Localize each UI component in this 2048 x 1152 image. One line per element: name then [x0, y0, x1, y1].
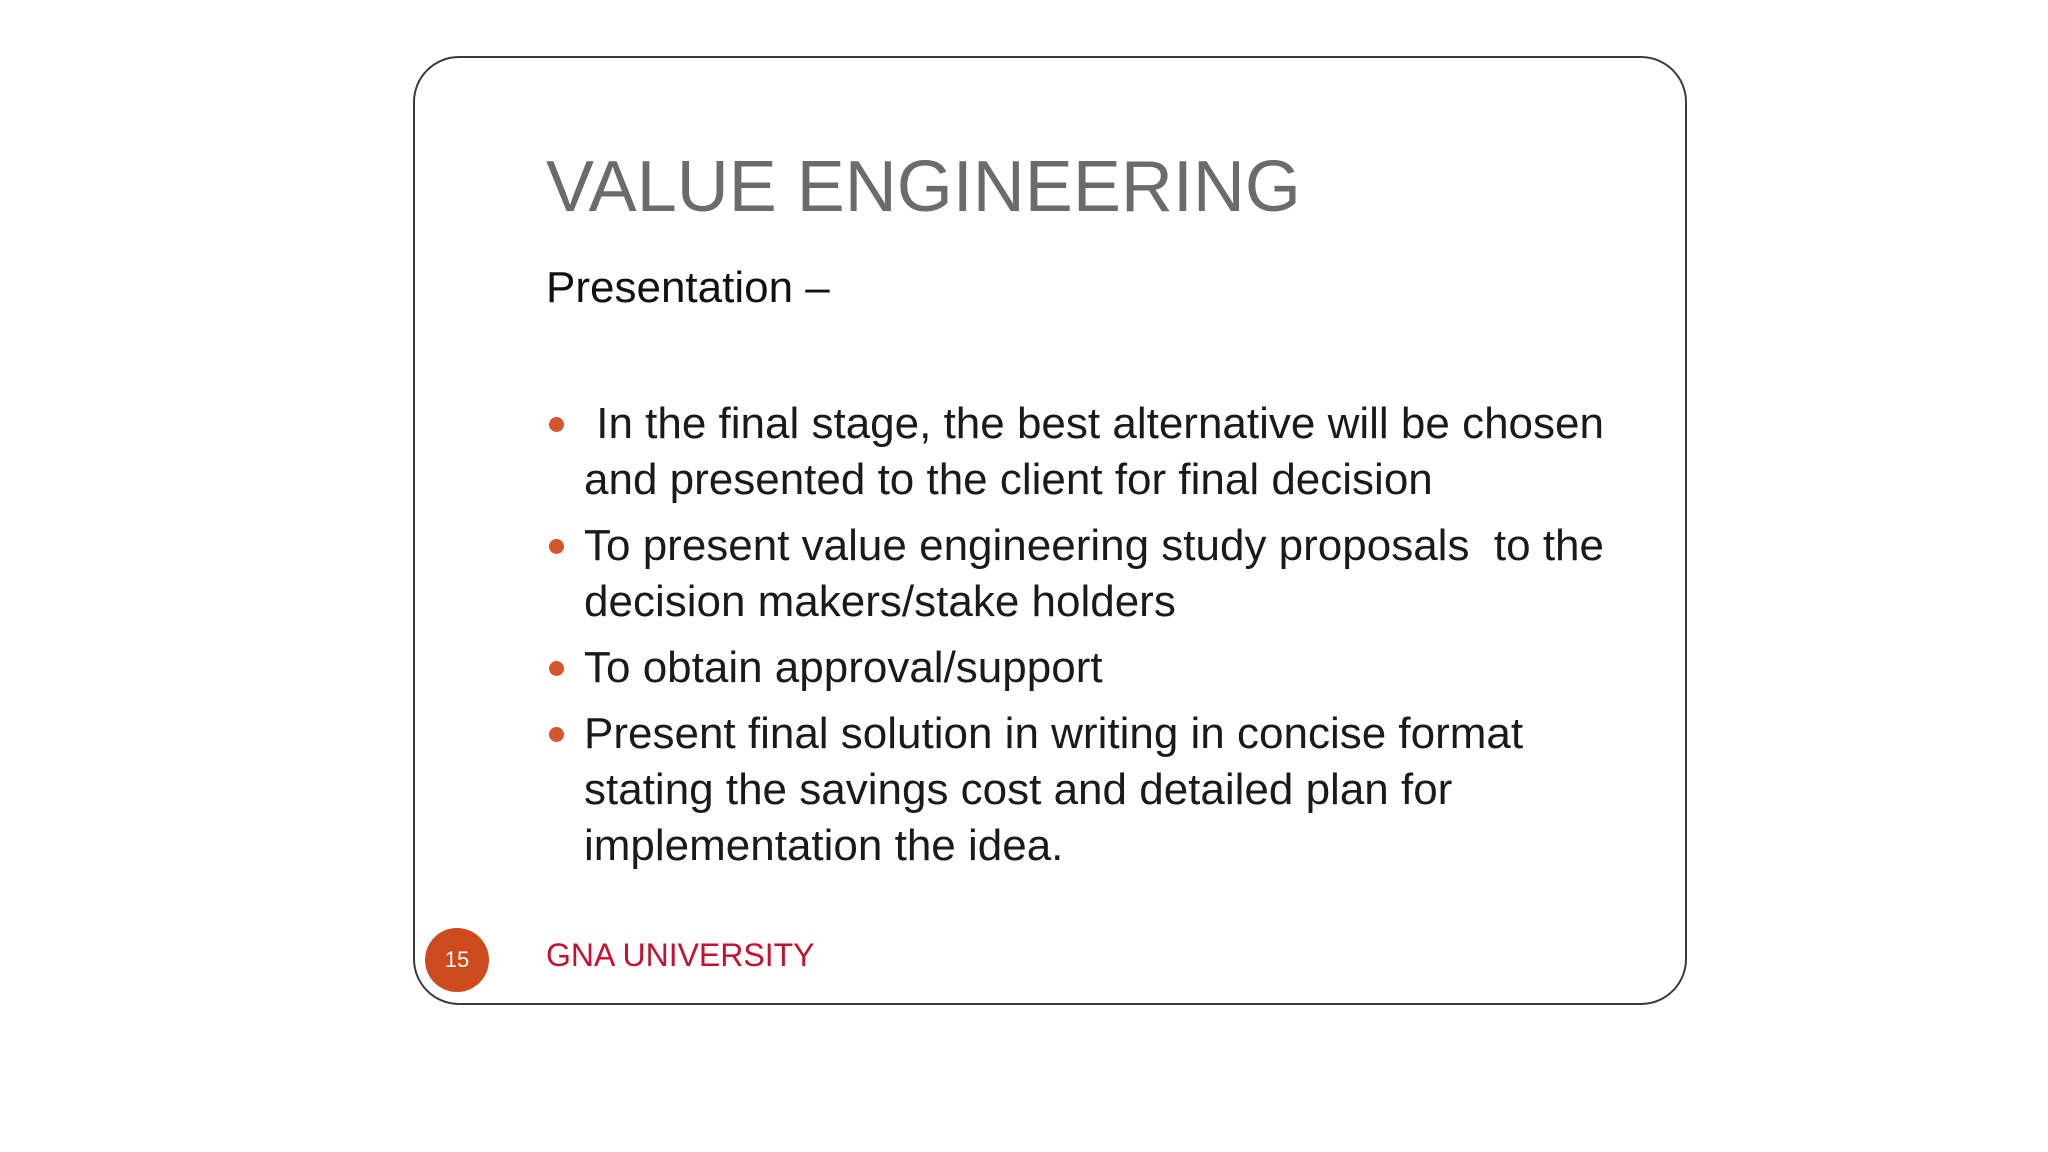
bullet-marker-icon	[549, 539, 564, 554]
slide-title: VALUE ENGINEERING	[546, 147, 1301, 227]
bullet-item	[546, 518, 1626, 630]
bullet-marker-icon	[549, 661, 564, 676]
bullet-text: To present value engineering study proposals to the decision makers/stake holders	[584, 521, 1617, 626]
bullet-list	[546, 396, 1626, 884]
bullet-text: Present final solution in writing in concise format stating the savings cost and detailed plan for implementation the idea.	[584, 709, 1524, 870]
bullet-item	[546, 640, 1626, 696]
bullet-text: To obtain approval/support	[584, 643, 1103, 692]
bullet-item	[546, 706, 1626, 874]
bullet-item	[546, 396, 1626, 508]
footer-university-name: GNA UNIVERSITY	[546, 937, 815, 973]
slide-subtitle: Presentation –	[546, 263, 830, 312]
bullet-marker-icon	[549, 727, 564, 742]
slide-number-badge: 15	[425, 928, 489, 992]
bullet-marker-icon	[549, 417, 564, 432]
bullet-text: In the final stage, the best alternative will be chosen and presented to the client for final decision	[584, 399, 1617, 504]
